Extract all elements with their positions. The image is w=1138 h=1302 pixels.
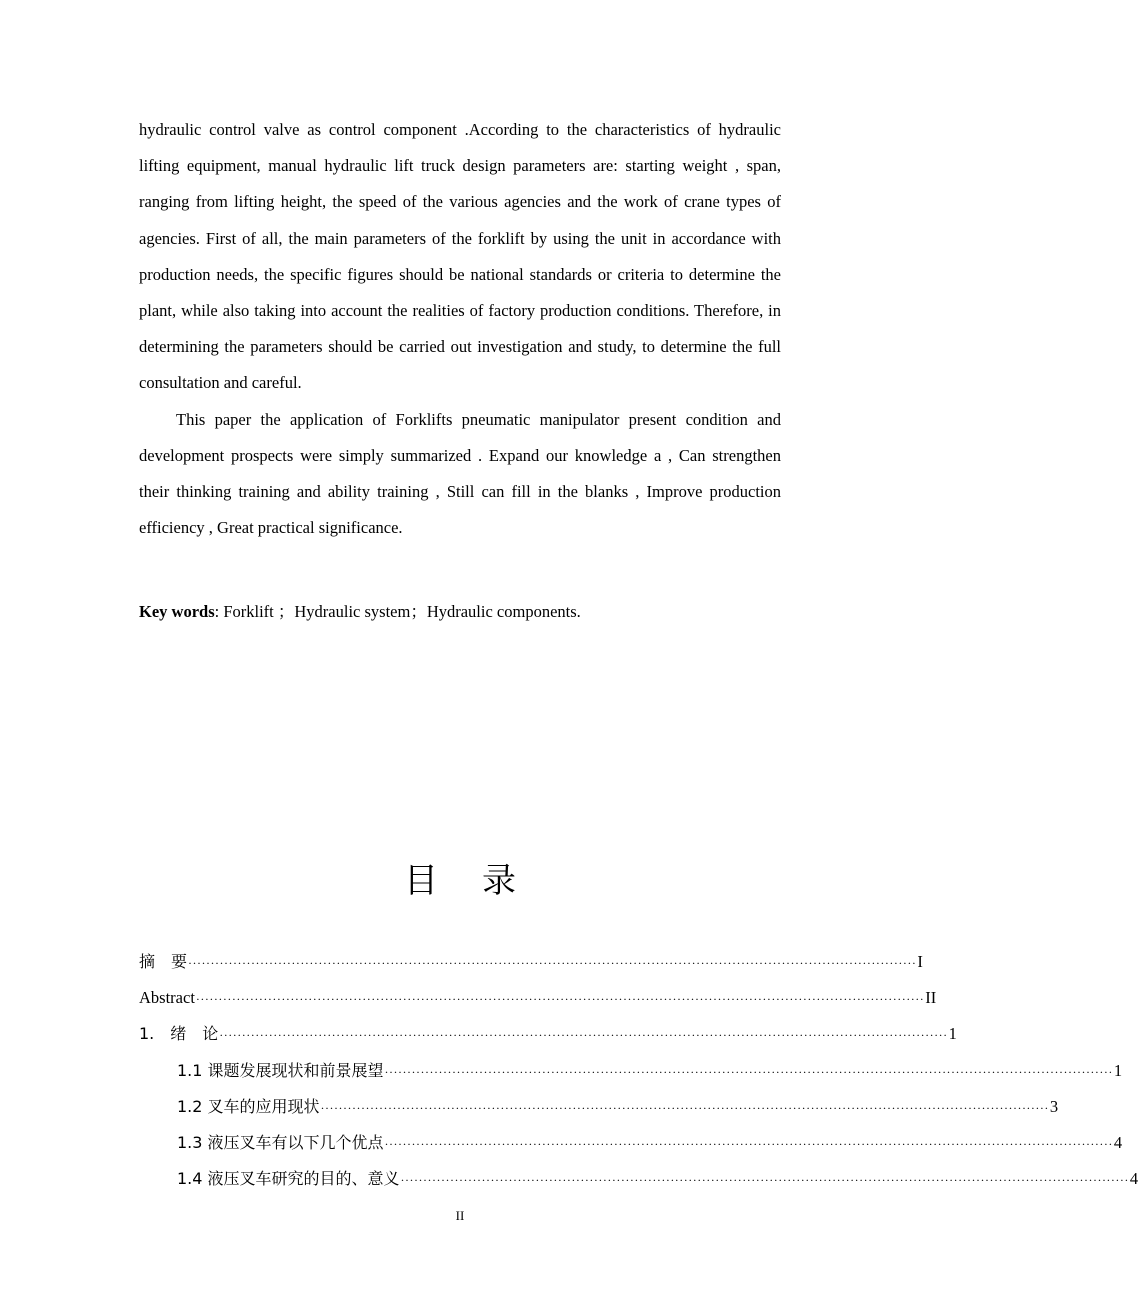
toc-entry[interactable] xyxy=(139,980,937,1016)
toc-title xyxy=(0,858,920,904)
toc-entry-label: 1.4 液压叉车研究的目的、意义 xyxy=(177,1169,400,1189)
toc-title-char-1: 目 xyxy=(404,861,438,901)
toc-leader: ·································································································································································· xyxy=(384,1136,1113,1151)
toc-entry[interactable] xyxy=(139,944,923,980)
keywords-text: : Forklift ；Hydraulic system；Hydraulic components. xyxy=(214,602,581,621)
toc-entry[interactable] xyxy=(139,1089,1059,1125)
toc-entry-label: Abstract xyxy=(139,988,195,1008)
toc-entry-label: 1.3 液压叉车有以下几个优点 xyxy=(177,1132,384,1152)
toc-entry[interactable] xyxy=(139,1053,1123,1089)
abstract-paragraph-1: hydraulic control valve as control component .According to the characteristics of hydraulic lifting equipment, manual hydraulic lift truck design parameters are: starting weight , span, ranging from lifting height, the speed of the various agencies and the work of crane types of agencies. First of all, the main parameters of the forklift by using the unit in accordance with production needs, the specific figures should be national standards or criteria to determine the plant, while also taking into account the realities of factory production conditions. Therefore, in determining the parameters should be carried out investigation and study, to determine the full consultation and careful. xyxy=(139,120,781,393)
keywords-line xyxy=(139,599,581,625)
toc-entry-label: 摘 要 xyxy=(139,952,188,971)
toc-entry-label: 1.2 叉车的应用现状 xyxy=(177,1096,320,1116)
toc-entry-page: II xyxy=(925,988,937,1008)
toc-entry-page: 3 xyxy=(1049,1096,1059,1116)
toc-leader: ·································································································································································· xyxy=(320,1100,1049,1115)
toc-entry-label: 1.1 课题发展现状和前景展望 xyxy=(177,1060,384,1080)
toc-leader: ·································································································································································· xyxy=(195,992,925,1007)
toc-entry-page: 1 xyxy=(948,1024,957,1044)
abstract-paragraph-2: This paper the application of Forklifts pneumatic manipulator present condition and development prospects were simply summarized . Expand our knowledge a , Can strengthen their thinking training and ability training , Still can fill in the blanks , Improve production efficiency , Great practical significance. xyxy=(139,409,781,538)
toc-leader: ·································································································································································· xyxy=(400,1173,1129,1188)
toc-entry-label: 1. 绪 论 xyxy=(139,1024,219,1044)
toc-entry[interactable] xyxy=(139,1016,957,1052)
toc-leader: ·································································································································································· xyxy=(384,1064,1113,1079)
toc-entry-page: 4 xyxy=(1113,1132,1123,1152)
toc-leader: ·································································································································································· xyxy=(188,956,917,970)
toc-entry-page: 4 xyxy=(1129,1169,1138,1189)
toc-entry-page: 1 xyxy=(1113,1060,1123,1080)
page-number: II xyxy=(455,1208,465,1223)
keywords-label: Key words xyxy=(139,602,215,621)
abstract-body xyxy=(139,112,781,546)
toc-leader: ·································································································································································· xyxy=(219,1028,948,1043)
table-of-contents xyxy=(139,944,1138,1197)
toc-title-char-2: 录 xyxy=(482,861,516,901)
toc-entry[interactable] xyxy=(139,1125,1123,1161)
toc-entry[interactable] xyxy=(139,1161,1138,1197)
toc-entry-page: I xyxy=(917,952,923,971)
